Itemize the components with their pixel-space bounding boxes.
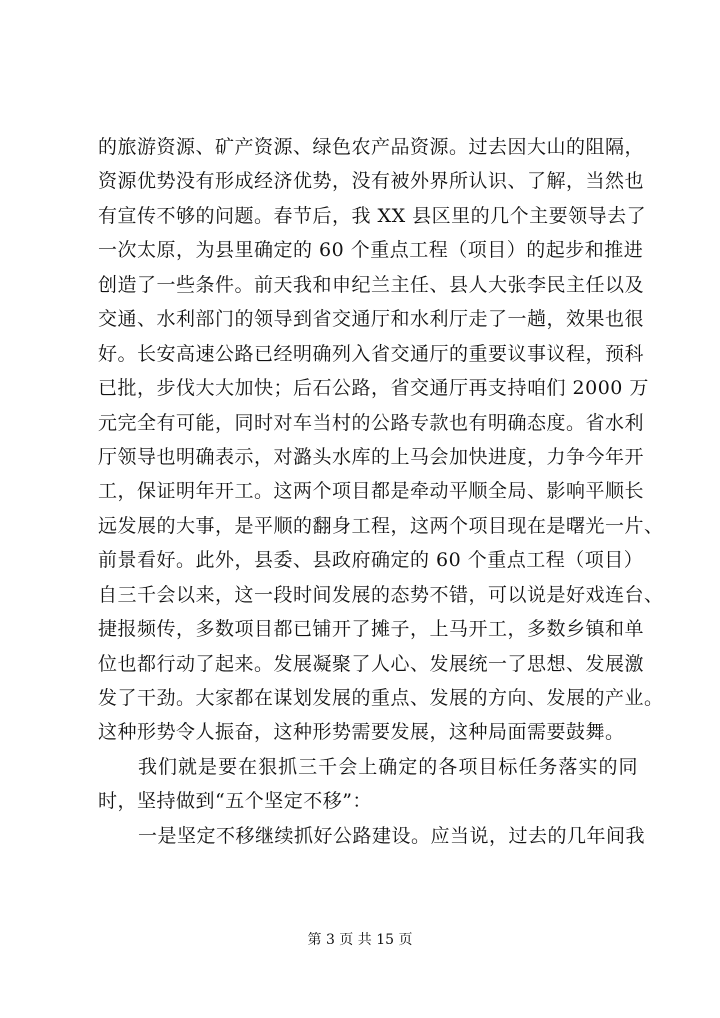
text-line: 元完全有可能，同时对车当村的公路专款也有明确态度。省水利 <box>98 411 645 434</box>
text-line: 资源优势没有形成经济优势，没有被外界所认识、了解，当然也 <box>98 170 645 193</box>
text-line: 捷报频传，多数项目都已铺开了摊子，上马开工，多数乡镇和单 <box>98 618 645 641</box>
text-line: 远发展的大事，是平顺的翻身工程，这两个项目现在是曙光一片、 <box>98 514 664 537</box>
text-line: 厅领导也明确表示，对潞头水库的上马会加快进度，力争今年开 <box>98 445 645 468</box>
body-text <box>98 130 664 853</box>
text-line: 创造了一些条件。前天我和申纪兰主任、县人大张李民主任以及 <box>98 273 645 296</box>
text-line: 自三千会以来，这一段时间发展的态势不错，可以说是好戏连台、 <box>98 583 664 606</box>
text-line: 时，坚持做到“五个坚定不移”： <box>98 790 372 813</box>
text-line: 我们就是要在狠抓三千会上确定的各项目标任务落实的同 <box>138 755 638 778</box>
text-line: 一次太原，为县里确定的 60 个重点工程（项目）的起步和推进 <box>98 239 644 262</box>
text-line: 工，保证明年开工。这两个项目都是牵动平顺全局、影响平顺长 <box>98 480 645 503</box>
text-line: 发了干劲。大家都在谋划发展的重点、发展的方向、发展的产业。 <box>98 687 664 709</box>
text-line: 好。长安高速公路已经明确列入省交通厅的重要议事议程，预科 <box>98 342 645 365</box>
text-line: 位也都行动了起来。发展凝聚了人心、发展统一了思想、发展激 <box>98 652 645 675</box>
text-line: 已批，步伐大大加快；后石公路，省交通厅再支持咱们 2000 万 <box>98 377 649 400</box>
text-line: 这种形势令人振奋，这种形势需要发展，这种局面需要鼓舞。 <box>98 721 625 744</box>
text-line: 一是坚定不移继续抓好公路建设。应当说，过去的几年间我 <box>138 824 646 847</box>
text-line: 的旅游资源、矿产资源、绿色农产品资源。过去因大山的阻隔， <box>98 136 645 158</box>
text-line: 有宣传不够的问题。春节后，我 XX 县区里的几个主要领导去了 <box>98 204 647 227</box>
text-line: 交通、水利部门的领导到省交通厅和水利厅走了一趟，效果也很 <box>98 308 645 331</box>
text-line: 前景看好。此外，县委、县政府确定的 60 个重点工程（项目） <box>98 549 644 572</box>
page-number-footer: 第 3 页 共 15 页 <box>307 932 413 948</box>
